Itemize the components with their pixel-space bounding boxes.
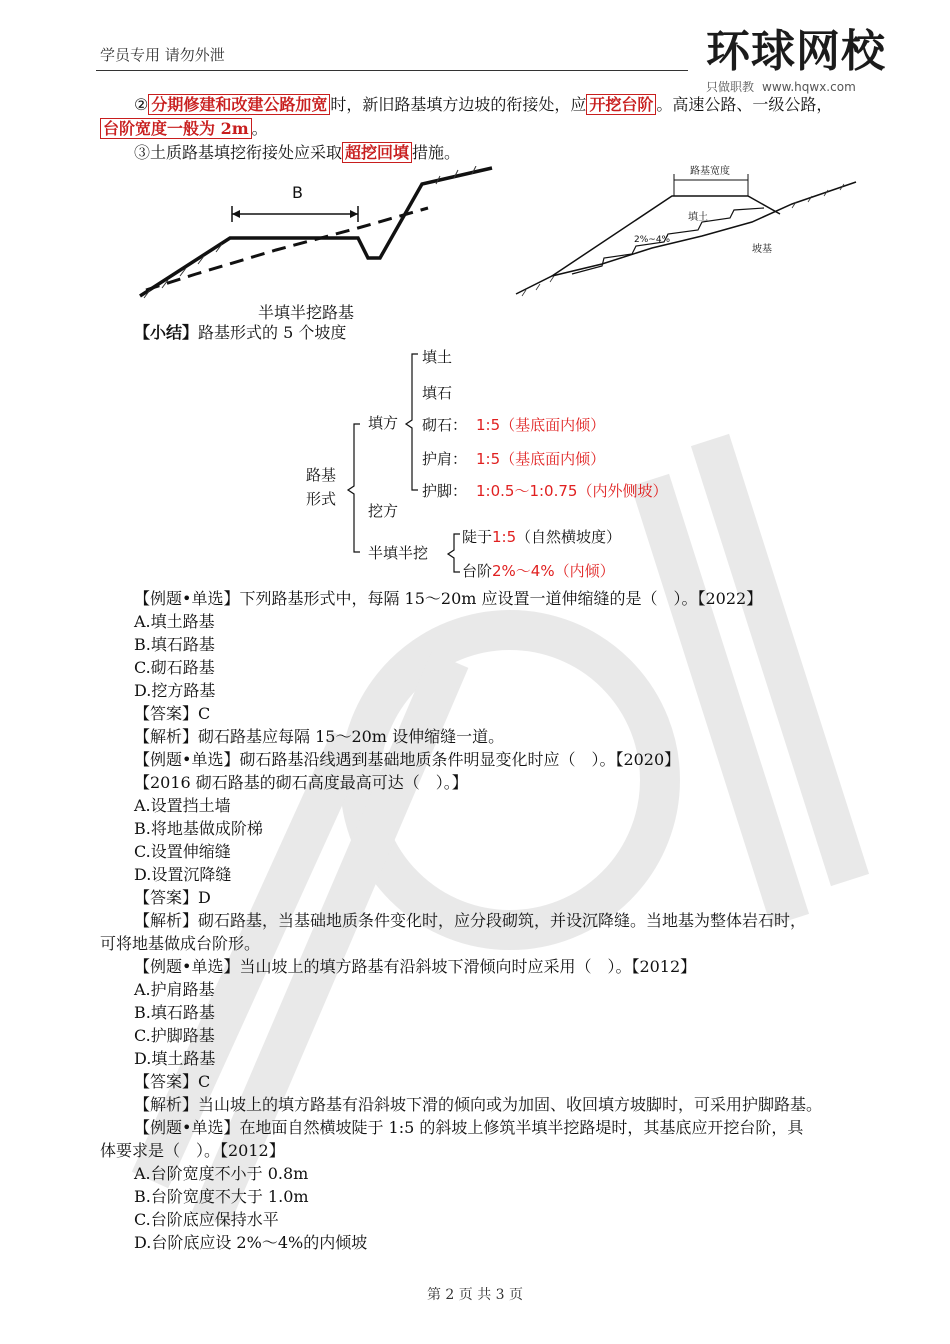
para-text: ③土质路基填挖衔接处应采取 [134, 143, 343, 162]
tree-fill-soil: 填土 [422, 348, 453, 366]
header-note: 学员专用 请勿外泄 [100, 46, 225, 64]
highlight-phased-widening: 分期修建和改建公路加宽 [148, 94, 330, 115]
question-line: 【例题•单选】当山坡上的填方路基有沿斜坡下滑倾向时应采用（ ）。【2012】 [134, 957, 697, 976]
summary-title: 路基形式的 5 个坡度 [198, 323, 347, 342]
tree-cut: 挖方 [368, 502, 399, 520]
label-slope-base: 坡基 [752, 244, 772, 255]
header-divider [96, 70, 688, 71]
subgrade-form-tree [300, 344, 680, 588]
label-b: B [292, 183, 303, 202]
summary-bracket: 【小结】 [134, 323, 199, 342]
tree-steep-value: 1:5 [492, 528, 517, 546]
option-line: D.台阶底应设 2%～4%的内倾坡 [134, 1233, 368, 1252]
label-fill: 填土 [688, 212, 708, 223]
question-line: 【例题•单选】下列路基形式中，每隔 15～20m 应设置一道伸缩缝的是（ ）。【2022】 [134, 589, 763, 608]
tree-step-value: 2%～4%（内倾） [492, 562, 615, 580]
page-number: 第 2 页 共 3 页 [426, 1287, 524, 1303]
explanation-line: 【解析】当山坡上的填方路基有沿斜坡下滑的倾向或为加固、收回填方坡脚时，可采用护脚路基。 [134, 1095, 823, 1114]
tree-masonry-value: 1:5（基底面内倾） [476, 416, 606, 434]
tree-half-cut: 半填半挖 [368, 544, 429, 562]
tree-steep-rest: （自然横坡度） [516, 528, 622, 546]
explanation-line: 【解析】砌石路基应每隔 15～20m 设伸缩缝一道。 [134, 727, 505, 746]
highlight-excavate-steps: 开挖台阶 [586, 94, 656, 115]
tree-shoulder-label: 护肩： [422, 450, 468, 468]
paragraph-step-width [100, 118, 268, 140]
para-text: 时，新旧路基填方边坡的衔接处，应 [330, 95, 587, 114]
tree-step-label: 台阶 [462, 562, 493, 580]
option-line: A.填土路基 [134, 612, 215, 631]
para-text: 措施。 [412, 143, 461, 162]
figure-caption: 半填半挖路基 [258, 303, 355, 322]
tree-steep-label: 陡于 [462, 528, 493, 546]
tree-toe-label: 护脚： [422, 482, 468, 500]
explanation-line: 【解析】砌石路基，当基础地质条件变化时，应分段砌筑，并设沉降缝。当地基为整体岩石时， [134, 911, 807, 930]
option-line: A.台阶宽度不小于 0.8m [134, 1164, 309, 1183]
explanation-continued-line: 可将地基做成台阶形。 [100, 934, 261, 953]
slope-embankment-diagram [512, 158, 862, 298]
para-text: 。高速公路、一级公路， [656, 95, 833, 114]
question-note-line: 【2016 砌石路基的砌石高度最高可达（ ）。】 [134, 773, 468, 792]
question-continued-line: 体要求是（ ）。【2012】 [100, 1141, 285, 1160]
para-text: 。 [251, 119, 268, 138]
label-road-width: 路基宽度 [690, 166, 730, 177]
tree-root-line1: 路基 [306, 466, 337, 484]
paragraph-widening [134, 94, 832, 116]
option-line: C.砌石路基 [134, 658, 215, 677]
option-line: A.设置挡土墙 [134, 796, 231, 815]
answer-line: 【答案】C [134, 704, 211, 723]
highlight-step-width: 台阶宽度一般为 2m [100, 118, 252, 139]
tree-toe-value: 1:0.5～1:0.75（内外侧坡） [476, 482, 668, 500]
option-line: B.将地基做成阶梯 [134, 819, 263, 838]
para-text: ② [134, 95, 149, 114]
option-line: D.填土路基 [134, 1049, 216, 1068]
option-line: B.台阶宽度不大于 1.0m [134, 1187, 309, 1206]
brand-slogan: 只做职教 [706, 80, 755, 94]
option-line: B.填石路基 [134, 1003, 215, 1022]
brand-url: www.hqwx.com [762, 80, 856, 94]
option-line: C.护脚路基 [134, 1026, 215, 1045]
option-line: B.填石路基 [134, 635, 215, 654]
question-line: 【例题•单选】砌石路基沿线遇到基础地质条件明显变化时应（ ）。【2020】 [134, 750, 681, 769]
option-line: C.设置伸缩缝 [134, 842, 231, 861]
option-line: D.挖方路基 [134, 681, 216, 700]
tree-shoulder-value: 1:5（基底面内倾） [476, 450, 606, 468]
tree-root-line2: 形式 [306, 490, 337, 508]
question-line: 【例题•单选】在地面自然横坡陡于 1:5 的斜坡上修筑半填半挖路堤时，其基底应开挖台阶，具 [134, 1118, 804, 1137]
answer-line: 【答案】C [134, 1072, 211, 1091]
highlight-overcut-backfill: 超挖回填 [342, 142, 412, 163]
option-line: C.台阶底应保持水平 [134, 1210, 279, 1229]
tree-fill-stone: 填石 [422, 384, 453, 402]
half-fill-half-cut-diagram [136, 166, 496, 300]
tree-fill: 填方 [368, 414, 399, 432]
label-slope-grade: 2%~4% [634, 235, 671, 245]
summary-heading [134, 322, 346, 344]
paragraph-soil-junction [134, 142, 460, 164]
answer-line: 【答案】D [134, 888, 211, 907]
option-line: D.设置沉降缝 [134, 865, 232, 884]
tree-masonry-label: 砌石： [422, 416, 468, 434]
brand-tagline [706, 78, 856, 95]
option-line: A.护肩路基 [134, 980, 215, 999]
brand-logo: 环球网校 [706, 26, 886, 77]
